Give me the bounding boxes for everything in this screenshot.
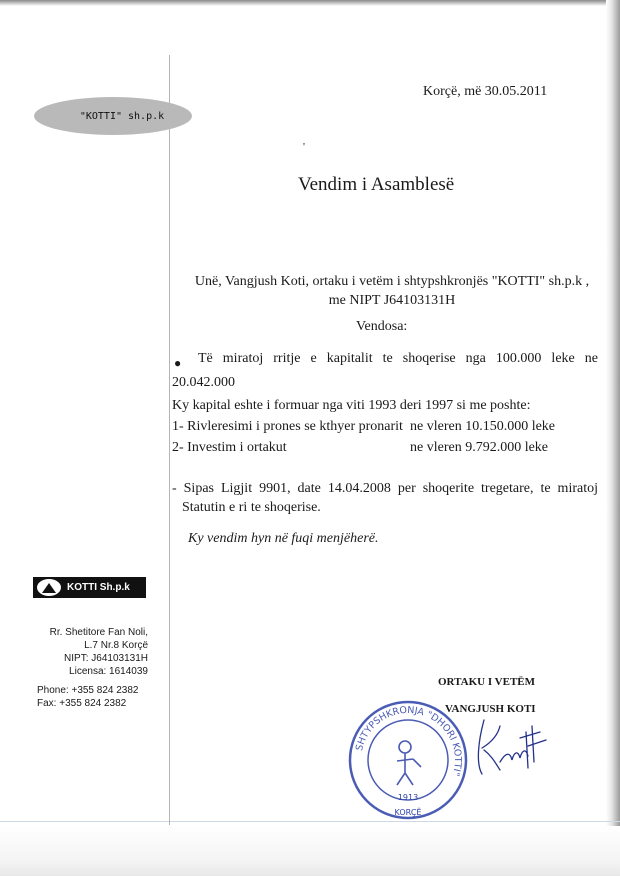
company-oval-text: "KOTTI" sh.p.k	[79, 110, 165, 122]
phone-number: Phone: +355 824 2382	[37, 685, 139, 696]
signatory-role: ORTAKU I VETËM	[438, 676, 535, 688]
company-logo-oval	[34, 97, 192, 135]
intro-line-2: me NIPT J64103131H	[328, 293, 456, 308]
company-address	[50, 626, 148, 678]
capital-formed-text: Ky kapital eshte i formuar nga viti 1993 deri 1997 si me poshte:	[172, 398, 531, 413]
address-line: L.7 Nr.8 Korçë	[84, 640, 148, 651]
footer-logo-name: KOTTI Sh.p.k	[67, 582, 130, 593]
address-line: NIPT: J64103131H	[64, 653, 148, 664]
document-date: Korçë, më 30.05.2011	[423, 84, 548, 99]
law-line-2: Statutin e ri te shoqerise.	[182, 500, 321, 515]
item-2-label: 2- Investim i ortakut	[172, 440, 287, 455]
scan-line	[0, 821, 620, 822]
address-line: Licensa: 1614039	[69, 666, 148, 677]
fax-number: Fax: +355 824 2382	[37, 698, 127, 709]
tick-mark: '	[303, 141, 305, 153]
item-2-value: ne vleren 9.792.000 leke	[410, 440, 549, 455]
mountain-logo-icon	[37, 579, 61, 596]
item-1-label: 1- Rivleresimi i prones se kthyer pronarit	[172, 419, 403, 434]
scan-edge-right	[606, 0, 620, 876]
stamp-year: 1913	[397, 793, 419, 802]
scan-edge-top	[0, 0, 620, 6]
company-contact	[37, 684, 138, 710]
footer-logo	[33, 577, 146, 598]
law-line-1: - Sipas Ligjit 9901, date 14.04.2008 per shoqerite tregetare, te miratoj	[172, 481, 598, 496]
handwritten-signature	[470, 712, 550, 782]
effect-statement: Ky vendim hyn në fuqi menjëherë.	[188, 531, 379, 546]
company-stamp	[345, 697, 471, 823]
intro-paragraph	[172, 272, 612, 310]
bullet-line-2: 20.042.000	[172, 375, 235, 390]
document-title: Vendim i Asamblesë	[298, 174, 455, 195]
intro-line-1: Unë, Vangjush Koti, ortaku i vetëm i shtypshkronjës "KOTTI" sh.p.k ,	[194, 274, 590, 289]
address-line: Rr. Shetitore Fan Noli,	[49, 627, 148, 638]
item-1-value: ne vleren 10.150.000 leke	[410, 419, 556, 434]
stamp-city: KORÇË	[394, 808, 422, 817]
bullet-line-1: Të miratoj rritje e kapitalit te shoqerise nga 100.000 leke ne	[198, 351, 598, 366]
letterhead-divider	[169, 55, 170, 825]
signatory-name: VANGJUSH KOTI	[445, 703, 536, 715]
bullet-icon: ●	[174, 356, 182, 370]
scan-edge-bottom	[0, 826, 620, 876]
decided-heading: Vendosa:	[356, 319, 408, 334]
stamp-ring-text: SHTYPSHKRONJA "DHORI KOTTI"	[353, 704, 464, 778]
